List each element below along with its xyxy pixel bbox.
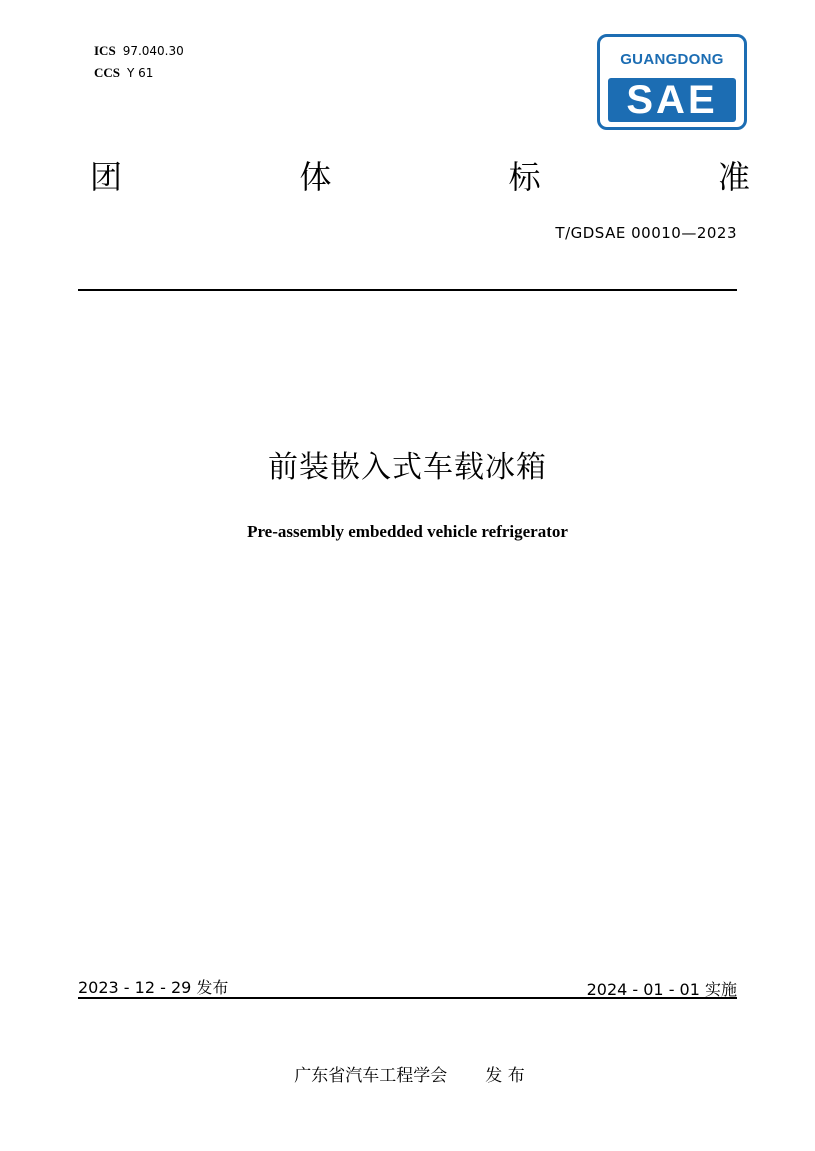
ics-label: ICS [94,43,116,58]
document-title-cn: 前装嵌入式车载冰箱 [268,450,547,485]
publisher-line [0,1061,815,1086]
ccs-label: CCS [94,65,121,80]
classification-block [94,40,184,84]
top-divider [78,289,737,291]
ics-line [94,40,184,62]
publisher-name: 广东省汽车工程学会 [294,1066,448,1086]
bottom-divider [78,997,737,999]
ccs-value: Y 61 [127,66,154,80]
effective-date: 2024 - 01 - 01 实施 [586,980,737,999]
publisher-action: 发 布 [485,1066,525,1086]
guangdong-sae-logo [597,34,747,130]
ccs-line [94,62,184,84]
document-title-en: Pre-assembly embedded vehicle refrigerator [247,522,568,541]
standard-code: T/GDSAE 00010—2023 [555,224,737,242]
logo-top-text: GUANGDONG [620,51,724,68]
issue-date: 2023 - 12 - 29 发布 [78,978,229,997]
ics-value: 97.040.30 [122,44,184,58]
standard-type-char: 标 [508,158,541,196]
standard-type-char: 体 [299,158,332,196]
standard-type-char: 准 [717,158,750,196]
standard-type-char: 团 [90,158,123,196]
standard-type-heading [90,152,750,202]
logo-main-text: SAE [608,78,736,122]
